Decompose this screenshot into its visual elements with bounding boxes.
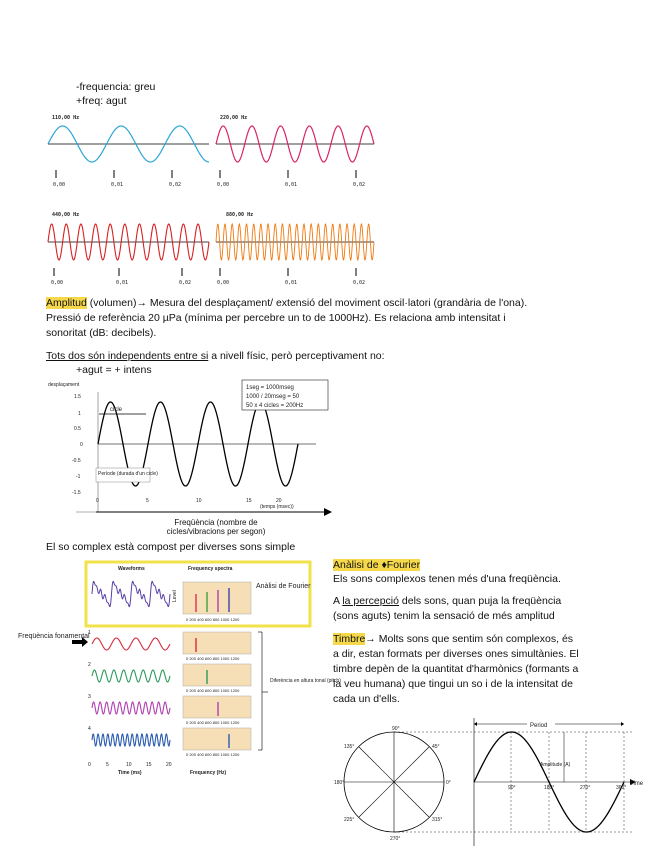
- wave2-label: 220,00 Hz: [220, 115, 248, 121]
- amplitud-term: Amplitud: [46, 297, 87, 309]
- spectrum-panel: [183, 696, 251, 718]
- right-p2-a: A: [333, 595, 343, 607]
- harmonic-wave: [92, 734, 170, 746]
- wave3-label: 440,00 Hz: [52, 212, 80, 218]
- angle-135: 135°: [344, 744, 355, 750]
- angle-90: 90°: [392, 726, 400, 732]
- intro-line-1: -frequencia: greu: [76, 81, 156, 93]
- wave2-tick-2: 0,02: [353, 182, 366, 188]
- ytick-2: 0.5: [74, 426, 81, 432]
- analisi-label: Anàlisi de Fourier: [256, 583, 311, 590]
- wave2-tick-0: 0,00: [217, 182, 230, 188]
- time-label: Time: [630, 781, 644, 787]
- freq-axis-label: Frequency (Hz): [190, 770, 227, 776]
- ytick-5: -1: [76, 474, 81, 480]
- xtick-3: 15: [246, 498, 252, 504]
- time-tick-0: 0: [88, 762, 91, 768]
- time-axis-label: Time (ms): [118, 770, 142, 776]
- amplitud-line-2: Pressió de referència 20 µPa (mínima per percebre un to de 1000Hz). Es relaciona amb intensitat i: [46, 312, 506, 324]
- amplitud-rest: (volumen)→ Mesura del desplaçament/ extensió del moviment oscil·latori (grandària de l'ona).: [86, 297, 528, 309]
- spectrum-panel: [183, 728, 251, 750]
- row-number: 1: [88, 630, 91, 636]
- xunit: (temps (msec)): [260, 504, 294, 510]
- fund-label: Freqüència fonamental: [18, 633, 90, 640]
- wave1-tick-2: 0,02: [169, 182, 182, 188]
- wave4-label: 880,00 Hz: [226, 212, 254, 218]
- timbre-line: [333, 632, 573, 646]
- wave4-tick-1: 0,01: [285, 280, 298, 286]
- period-label: Període (durada d'un cicle): [98, 471, 158, 477]
- right-p2-underlined: la percepció: [342, 595, 399, 607]
- timbre-rest: → Molts sons que sentim són complexos, és: [365, 633, 574, 645]
- period-header: Period: [530, 723, 548, 729]
- waveform-header: Waveforms: [118, 566, 145, 572]
- right-p2-line2: (sons aguts) tenim la sensació de més amplitud: [333, 610, 555, 622]
- timbre-term: Timbre: [333, 633, 366, 645]
- angle-180: 180°: [334, 780, 345, 786]
- ytick-6: -1.5: [72, 490, 81, 496]
- right-p1: Els sons complexos tenen més d'una freqüència.: [333, 573, 561, 585]
- angle-315: 315°: [432, 817, 443, 823]
- ytick-0: 1.5: [74, 394, 81, 400]
- xt-270: 270°: [580, 785, 591, 791]
- spectra-header: Frequency spectra: [188, 566, 233, 572]
- xtick-2: 10: [196, 498, 202, 504]
- xtick-0: 0: [96, 498, 99, 504]
- circle-sine-figure: [334, 718, 652, 846]
- tots-line-2: +agut = + intens: [76, 364, 152, 376]
- right-p2: [333, 594, 561, 608]
- fourier-title-b: ♦Fourier: [381, 559, 421, 571]
- xtick-1: 5: [146, 498, 149, 504]
- spectrum-ticks: 0 200 400 600 800 1000 1200: [186, 720, 240, 725]
- ytick-4: -0.5: [72, 458, 81, 464]
- row-number: 4: [88, 726, 91, 732]
- xt-360: 360°: [616, 785, 627, 791]
- harmonic-wave: [92, 670, 170, 682]
- wave4-tick-0: 0,00: [217, 280, 230, 286]
- fourier-title-a: Anàlisi de: [333, 559, 382, 571]
- row-number: 2: [88, 662, 91, 668]
- angle-45: 45°: [432, 744, 440, 750]
- note-2: 1000 / 20mseg = 50: [246, 394, 300, 400]
- angle-0: 0°: [446, 780, 451, 786]
- harmonic-rows: [88, 630, 251, 757]
- right-p2-b: dels sons, quan puja la freqüència: [398, 595, 562, 607]
- note-3: 50 x 4 cicles = 200Hz: [246, 403, 304, 409]
- spectrum-ticks: 0 200 400 600 800 1000 1200: [186, 656, 240, 661]
- right-p3-4: cada un d'ells.: [333, 693, 400, 705]
- note-1: 1seg = 1000mseg: [246, 385, 294, 391]
- wave1-tick-0: 0,00: [53, 182, 66, 188]
- angle-225: 225°: [344, 817, 355, 823]
- amplitud-line-1: [46, 296, 527, 310]
- wave4-tick-2: 0,02: [353, 280, 366, 286]
- spec-ticks-0: 0 200 400 600 800 1000 1200: [186, 617, 240, 622]
- frequency-arrow: [96, 506, 336, 518]
- spectrum-ticks: 0 200 400 600 800 1000 1200: [186, 688, 240, 693]
- wave3-tick-2: 0,02: [179, 280, 192, 286]
- wave3-tick-0: 0,00: [51, 280, 64, 286]
- row-number: 3: [88, 694, 91, 700]
- complex-line: El so complex està compost per diverses sons simple: [46, 541, 296, 553]
- wave1-tick-1: 0,01: [111, 182, 124, 188]
- right-p3-2: timbre depèn de la quantitat d'harmònics (formants a: [333, 663, 579, 675]
- wave1-label: 110,00 Hz: [52, 115, 80, 121]
- cicle-label: cicle: [110, 407, 123, 413]
- xtick-4: 20: [276, 498, 282, 504]
- fourier-title: [333, 558, 420, 572]
- time-tick-4: 20: [166, 762, 172, 768]
- freq-ylabel: desplaçament: [48, 382, 80, 388]
- ytick-3: 0: [80, 442, 83, 448]
- frequency-waves-figure: [44, 108, 374, 288]
- time-tick-3: 15: [146, 762, 152, 768]
- tots-line-1: [46, 349, 385, 363]
- spectrum-panel: [183, 664, 251, 686]
- freq-caption-1: Freqüència (nombre de: [174, 518, 258, 527]
- angle-270: 270°: [390, 836, 401, 842]
- tots-rest: a nivell físic, però perceptivament no:: [208, 350, 385, 362]
- diff-label: Diferència en altura tonal (pitch): [270, 678, 341, 684]
- intro-line-2: +freq: agut: [76, 95, 127, 107]
- harmonic-wave: [92, 638, 170, 650]
- amplitud-line-3: sonoritat (dB: decibels).: [46, 327, 157, 339]
- time-tick-2: 10: [126, 762, 132, 768]
- time-tick-1: 5: [106, 762, 109, 768]
- right-p3-1: a dir, estan formats per diverses ones simultànies. El: [333, 648, 579, 660]
- wave2-tick-1: 0,01: [285, 182, 298, 188]
- right-p3-3: la veu humana) que tingui un so i de la intensitat de: [333, 678, 573, 690]
- freq-caption-2: cicles/vibracions per segon): [166, 527, 266, 536]
- spectrum-panel: [183, 632, 251, 654]
- level-label: Level: [172, 590, 178, 602]
- xt-180: 180°: [544, 785, 555, 791]
- spectrum-ticks: 0 200 400 600 800 1000 1200: [186, 752, 240, 757]
- wave3-tick-1: 0,01: [116, 280, 129, 286]
- harmonic-wave: [92, 702, 170, 714]
- ytick-1: 1: [78, 411, 81, 417]
- amplitude-label: Amplitude (A): [540, 762, 571, 768]
- fourier-figure: [18, 558, 341, 780]
- freq-caption: [156, 518, 276, 536]
- xt-90: 90°: [508, 785, 516, 791]
- tots-underlined: Tots dos són independents entre si: [46, 350, 209, 362]
